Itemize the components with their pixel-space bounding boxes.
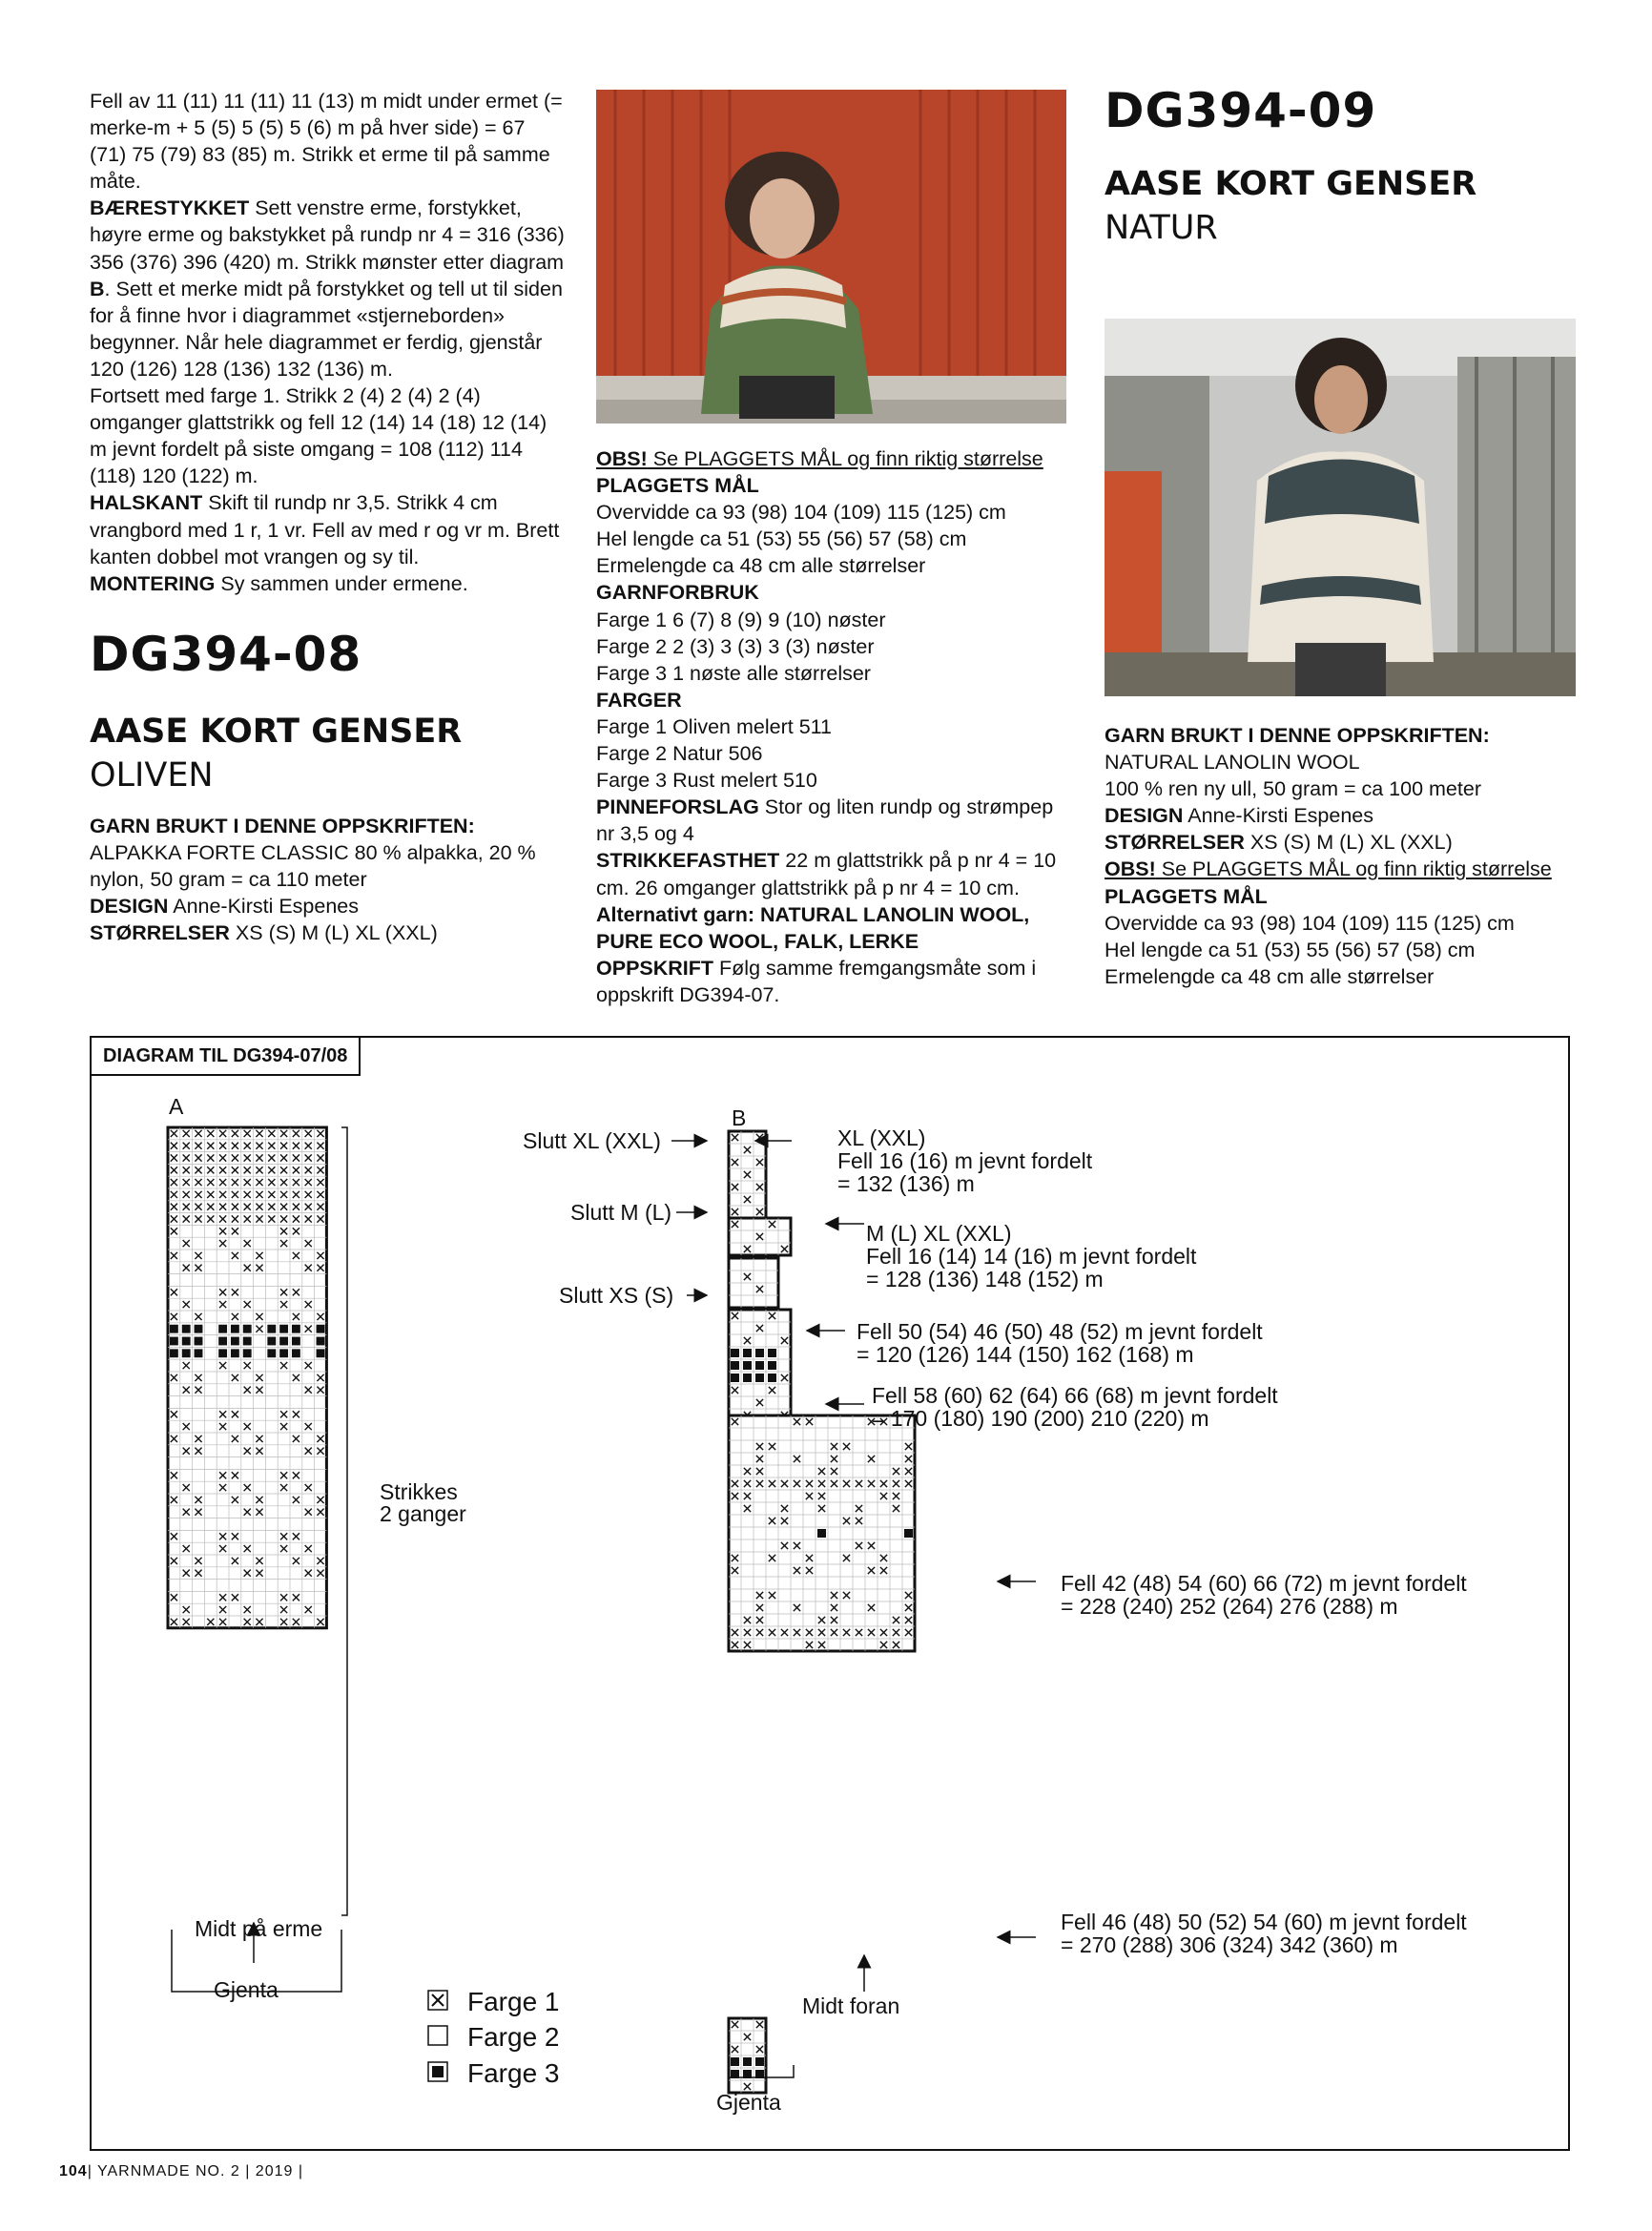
column-left — [90, 88, 567, 946]
measure-sleeve-2: Ermelengde ca 48 cm alle størrelser — [1105, 964, 1435, 988]
column-right — [1105, 722, 1581, 990]
alt-yarn: Alternativt garn: NATURAL LANOLIN WOOL, PURE ECO WOOL, FALK, LERKE — [596, 902, 1030, 953]
chart-a-label: A — [169, 1094, 184, 1119]
pattern-code: DG394-08 — [90, 626, 362, 682]
recipe-line: OPPSKRIFT Følg samme fremgangsmåte som i oppskrift DG394-07. — [596, 956, 1037, 1006]
legend-farge3-box — [428, 2062, 447, 2081]
design-line-2: DESIGN Anne-Kirsti Espenes — [1105, 804, 1374, 828]
measures-heading-2: PLAGGETS MÅL — [1105, 884, 1268, 908]
diagram-box — [90, 1036, 1570, 2151]
pattern-title: AASE KORT GENSER — [90, 712, 463, 751]
sizes-line-2: STØRRELSER XS (S) M (L) XL (XXL) — [1105, 831, 1453, 855]
measure-length: Hel lengde ca 51 (53) 55 (56) 57 (58) cm — [596, 527, 967, 551]
column-middle — [596, 445, 1073, 1008]
colors-heading: FARGER — [596, 688, 682, 712]
legend-farge3: Farge 3 — [467, 2058, 560, 2088]
chart-b-label: B — [732, 1105, 747, 1130]
pattern-title-2: AASE KORT GENSER — [1105, 165, 1477, 203]
note-1: XL (XXL) Fell 16 (16) m jevnt fordelt = 132 (136) m — [837, 1126, 1093, 1196]
legend-farge2: Farge 2 — [467, 2022, 560, 2052]
note-2: M (L) XL (XXL) Fell 16 (14) 14 (16) m jevnt fordelt = 128 (136) 148 (152) m — [866, 1221, 1197, 1291]
measure-length-2: Hel lengde ca 51 (53) 55 (56) 57 (58) cm — [1105, 938, 1476, 961]
photo-natur-sweater — [1105, 319, 1576, 696]
legend-farge1-box — [428, 1991, 447, 2010]
para-halskant: HALSKANT Skift til rundp nr 3,5. Strikk 4 cm vrangbord med 1 r, 1 vr. Fell av med r og vr m. Brett kanten dobbel mot vrangen og sy til. — [90, 491, 560, 568]
sizes-line: STØRRELSER XS (S) M (L) XL (XXL) — [90, 921, 438, 945]
yarn-usage-2: Farge 2 2 (3) 3 (3) 3 (3) nøster — [596, 634, 875, 658]
para-decrease: Fell av 11 (11) 11 (11) 11 (13) m midt under ermet (= merke-m + 5 (5) 5 (5) 5 (6) m på hver side) = 67 (71) 75 (79) 83 (85) m. Strikk et erme til på samme måte. — [90, 90, 563, 194]
diagram-title: DIAGRAM TIL DG394-07/08 — [92, 1038, 361, 1076]
yarn-heading: GARN BRUKT I DENNE OPPSKRIFTEN: — [90, 814, 475, 837]
measure-chest-2: Overvidde ca 93 (98) 104 (109) 115 (125) cm — [1105, 911, 1515, 935]
color-2: Farge 2 Natur 506 — [596, 742, 763, 766]
column-right-header — [1105, 84, 1600, 250]
yarn-text-2: 100 % ren ny ull, 50 gram = ca 100 meter — [1105, 777, 1481, 801]
chart-a-grid — [168, 1127, 326, 1628]
slutt-m-label: Slutt M (L) — [570, 1200, 672, 1225]
color-1: Farge 1 Oliven melert 511 — [596, 714, 832, 738]
yarn-usage-heading: GARNFORBRUK — [596, 581, 759, 605]
yarn-text: ALPAKKA FORTE CLASSIC 80 % alpakka, 20 % nylon, 50 gram = ca 110 meter — [90, 840, 536, 891]
measure-chest: Overvidde ca 93 (98) 104 (109) 115 (125) cm — [596, 501, 1006, 525]
obs-note: OBS! Se PLAGGETS MÅL og finn riktig størrelse — [596, 447, 1043, 470]
slutt-xl-label: Slutt XL (XXL) — [523, 1128, 661, 1153]
page-footer: 104| YARNMADE NO. 2 | 2019 | — [59, 2163, 303, 2179]
yarn-usage-3: Farge 3 1 nøste alle størrelser — [596, 661, 871, 685]
strikkes-label: Strikkes — [380, 1479, 458, 1504]
legend-farge1: Farge 1 — [467, 1987, 560, 2016]
pattern-code-2: DG394-09 — [1105, 83, 1377, 138]
obs-note-2: OBS! Se PLAGGETS MÅL og finn riktig størrelse — [1105, 857, 1552, 881]
note-4: Fell 58 (60) 62 (64) 66 (68) m jevnt fordelt = 170 (180) 190 (200) 210 (220) m — [872, 1383, 1278, 1431]
pattern-color-2: NATUR — [1105, 209, 1218, 247]
photo-olive-sweater — [596, 90, 1066, 423]
slutt-xs-label: Slutt XS (S) — [559, 1283, 674, 1308]
repeat-bracket — [341, 1127, 347, 1915]
midt-erme-label: Midt på erme — [195, 1916, 323, 1941]
midt-foran-label: Midt foran — [802, 1993, 900, 2018]
legend-farge2-box — [428, 2026, 447, 2045]
gjenta-b-label: Gjenta — [716, 2090, 781, 2115]
color-3: Farge 3 Rust melert 510 — [596, 769, 817, 793]
yarn-name-2: NATURAL LANOLIN WOOL — [1105, 751, 1360, 775]
note-6: Fell 46 (48) 50 (52) 54 (60) m jevnt fordelt = 270 (288) 306 (324) 342 (360) m — [1061, 1910, 1467, 1957]
gauge-line: STRIKKEFASTHET 22 m glattstrikk på p nr 4 = 10 cm. 26 omganger glattstrikk på p nr 4 = 10 cm. — [596, 849, 1057, 899]
ganger-label: 2 ganger — [380, 1501, 466, 1526]
note-3: Fell 50 (54) 46 (50) 48 (52) m jevnt fordelt = 120 (126) 144 (150) 162 (168) m — [857, 1319, 1263, 1367]
measures-heading: PLAGGETS MÅL — [596, 474, 759, 498]
design-line: DESIGN Anne-Kirsti Espenes — [90, 895, 360, 919]
para-baerestykket: BÆRESTYKKET Sett venstre erme, forstykket, høyre erme og bakstykket på rundp nr 4 = 316 (336) 356 (376) 396 (420) m. Strikk mønster etter diagram B. Sett et merke midt på forstykket og tell ut til siden for å finne hvor i diagrammet «stjerneborden» begynner. Når hele diagrammet er ferdig, gjenstår 120 (126) 128 (136) 132 (136) m. — [90, 196, 565, 381]
yarn-heading-2: GARN BRUKT I DENNE OPPSKRIFTEN: — [1105, 724, 1490, 747]
yarn-usage-1: Farge 1 6 (7) 8 (9) 9 (10) nøster — [596, 608, 886, 631]
note-5: Fell 42 (48) 54 (60) 66 (72) m jevnt fordelt = 228 (240) 252 (264) 276 (288) m — [1061, 1571, 1467, 1619]
para-montering: MONTERING Sy sammen under ermene. — [90, 571, 468, 595]
pattern-color: OLIVEN — [90, 755, 214, 795]
measure-sleeve: Ermelengde ca 48 cm alle størrelser — [596, 554, 926, 578]
para-continue: Fortsett med farge 1. Strikk 2 (4) 2 (4) 2 (4) omganger glattstrikk og fell 12 (14) 14 (18) 12 (14) m jevnt fordelt på siste omgang = 108 (112) 114 (118) 120 (122) m. — [90, 384, 547, 488]
gjenta-a-label: Gjenta — [214, 1977, 279, 2002]
needles-line: PINNEFORSLAG Stor og liten rundp og strømpep nr 3,5 og 4 — [596, 795, 1054, 846]
